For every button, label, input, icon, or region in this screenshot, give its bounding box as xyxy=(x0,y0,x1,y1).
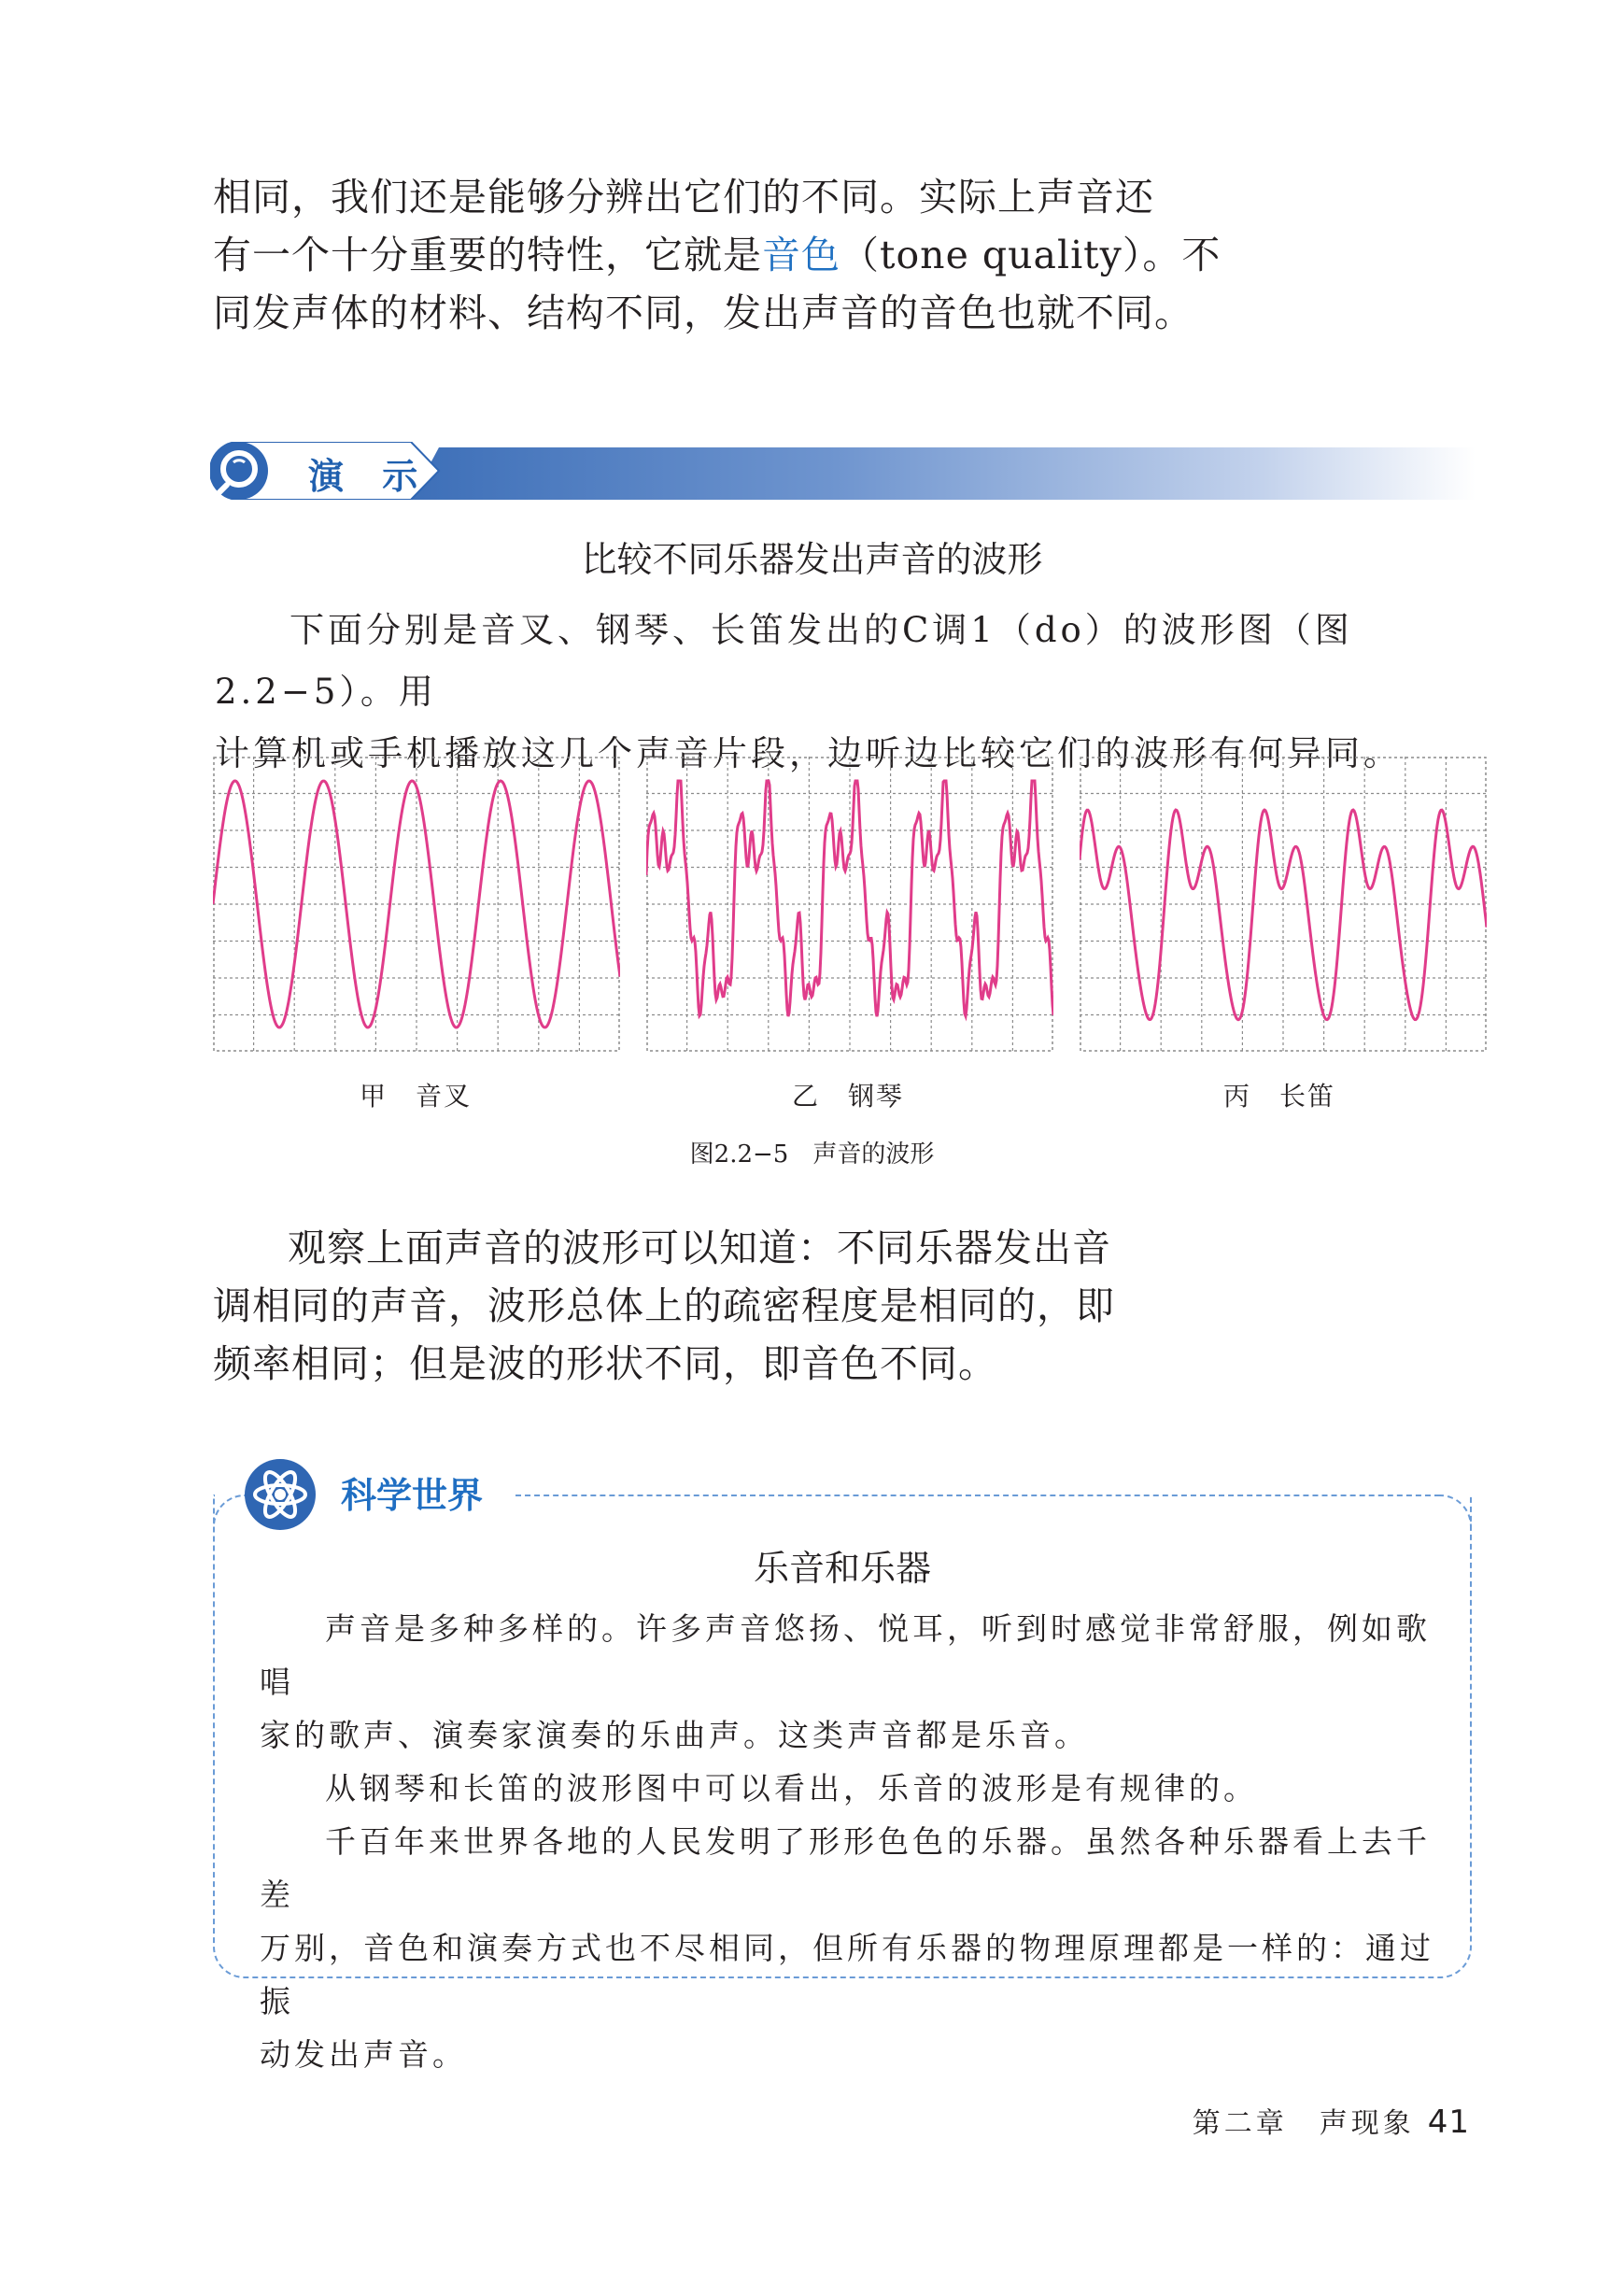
waveform-tuning-fork xyxy=(213,757,620,1052)
observe-line-2: 调相同的声音，波形总体上的疏密程度是相同的，即 xyxy=(213,1283,1115,1328)
sci-para-3-line-2: 万别，音色和演奏方式也不尽相同，但所有乐器的物理原理都是一样的：通过振 xyxy=(260,1930,1434,2019)
figure-caption: 图2.2−5 声音的波形 xyxy=(689,1140,935,1169)
intro-paragraph xyxy=(213,168,1502,342)
sci-para-2-line-1: 从钢琴和长笛的波形图中可以看出，乐音的波形是有规律的。 xyxy=(325,1770,1258,1806)
magnifier-icon xyxy=(210,442,268,500)
demo-title: 比较不同乐器发出声音的波形 xyxy=(581,539,1043,580)
demo-label: 演 示 xyxy=(308,456,431,497)
page-footer xyxy=(1193,2100,1470,2141)
term-timbre: 音色 xyxy=(762,233,840,277)
caption-piano: 乙 钢琴 xyxy=(792,1081,905,1112)
atom-icon xyxy=(243,1457,318,1532)
intro-line-3: 同发声体的材料、结构不同，发出声音的音色也就不同。 xyxy=(213,290,1193,335)
term-rest: （tone quality）。不 xyxy=(840,233,1222,277)
demo-text-line-2: 计算机或手机播放这几个声音片段，边听边比较它们的波形有何异同。 xyxy=(215,733,1402,773)
science-world-title: 乐音和乐器 xyxy=(753,1548,931,1589)
caption-flute: 丙 长笛 xyxy=(1223,1081,1336,1112)
waveform-tuning-fork-svg xyxy=(213,757,620,1052)
science-world-text xyxy=(260,1602,1436,2081)
intro-line-1: 相同，我们还是能够分辨出它们的不同。实际上声音还 xyxy=(213,175,1154,220)
waveform-flute-svg xyxy=(1080,757,1487,1052)
sci-para-1-line-1: 声音是多种多样的。许多声音悠扬、悦耳，听到时感觉非常舒服，例如歌唱 xyxy=(260,1610,1431,1700)
waveform-piano xyxy=(646,757,1053,1052)
intro-line-2: 有一个十分重要的特性，它就是音色（tone quality）。不 xyxy=(213,233,1222,277)
observe-paragraph xyxy=(213,1219,1502,1393)
page-number: 41 xyxy=(1427,2104,1470,2141)
box-top-line xyxy=(515,1495,1440,1496)
demo-text-line-1: 下面分别是音叉、钢琴、长笛发出的C调1（do）的波形图（图2.2−5）。用 xyxy=(215,610,1353,712)
sci-para-1-line-2: 家的歌声、演奏家演奏的乐曲声。这类声音都是乐音。 xyxy=(260,1717,1089,1753)
observe-line-1: 观察上面声音的波形可以知道：不同乐器发出音 xyxy=(288,1225,1111,1270)
waveform-flute xyxy=(1080,757,1487,1052)
demo-banner xyxy=(210,442,1476,500)
waveform-piano-svg xyxy=(646,757,1053,1052)
caption-tuning-fork: 甲 音叉 xyxy=(360,1081,473,1112)
observe-line-3: 频率相同；但是波的形状不同，即音色不同。 xyxy=(213,1341,997,1386)
demo-gradient-bar xyxy=(411,447,1476,500)
sci-para-3-line-1: 千百年来世界各地的人民发明了形形色色的乐器。虽然各种乐器看上去千差 xyxy=(260,1823,1431,1913)
sci-para-3-line-3: 动发出声音。 xyxy=(260,2036,467,2073)
science-world-label: 科学世界 xyxy=(341,1475,484,1516)
chapter-title: 第二章 声现象 xyxy=(1192,2107,1415,2140)
